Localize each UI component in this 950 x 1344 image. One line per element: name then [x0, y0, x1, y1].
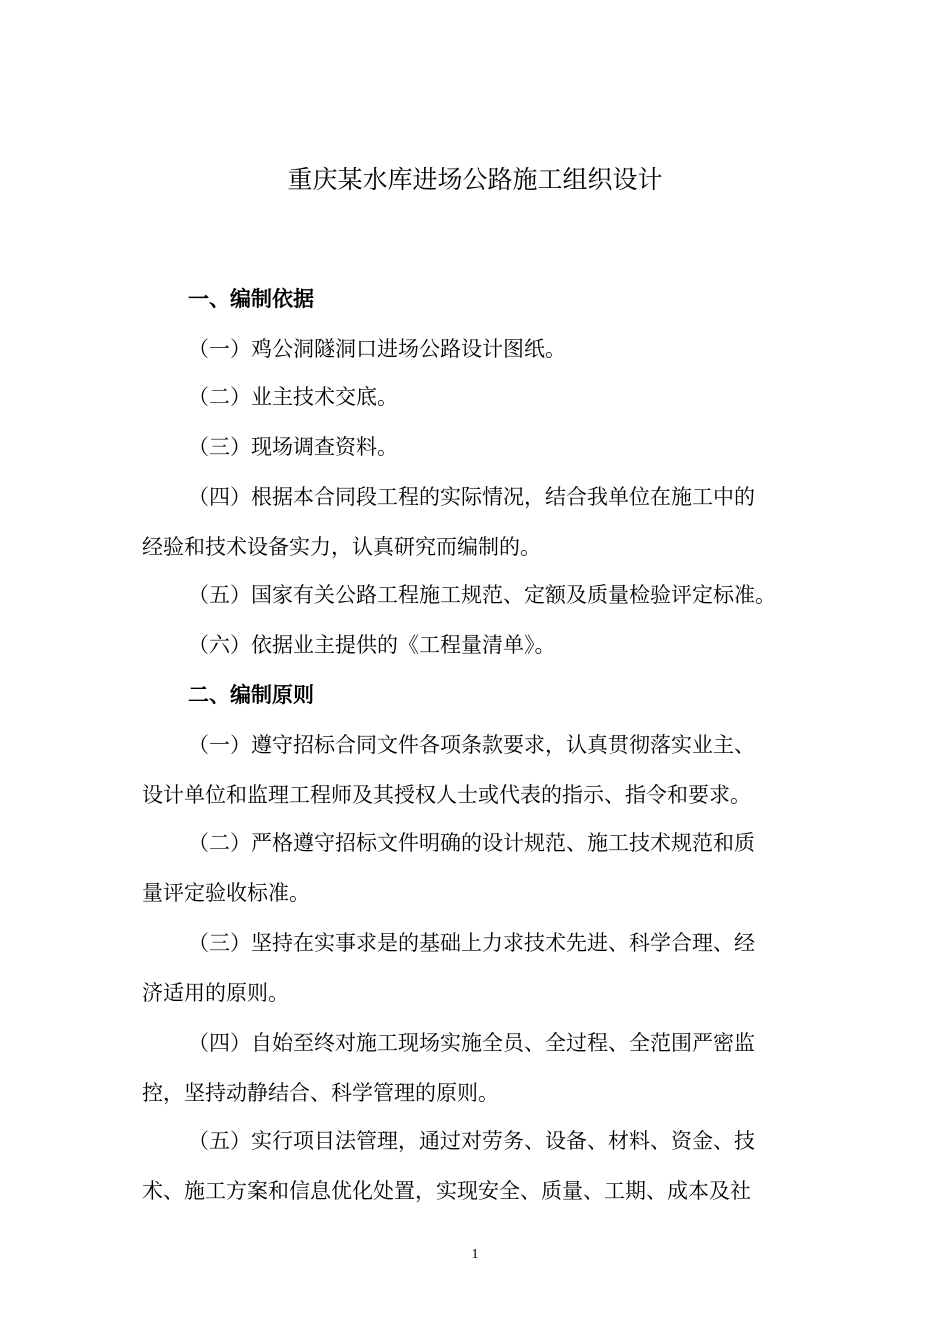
paragraph-line: 量评定验收标准。	[142, 881, 310, 905]
paragraph-line: （四）自始至终对施工现场实施全员、全过程、全范围严密监	[188, 1031, 755, 1055]
paragraph-line: 经验和技术设备实力，认真研究而编制的。	[142, 535, 541, 559]
paragraph-line: （五）国家有关公路工程施工规范、定额及质量检验评定标准。	[188, 583, 776, 607]
paragraph-line: （二）严格遵守招标文件明确的设计规范、施工技术规范和质	[188, 831, 755, 855]
paragraph-line: 控，坚持动静结合、科学管理的原则。	[142, 1081, 499, 1105]
section-heading-principles: 二、编制原则	[188, 683, 314, 707]
document-title: 重庆某水库进场公路施工组织设计	[287, 165, 663, 194]
paragraph-line: （五）实行项目法管理，通过对劳务、设备、材料、资金、技	[188, 1129, 755, 1153]
paragraph-line: （四）根据本合同段工程的实际情况，结合我单位在施工中的	[188, 485, 755, 509]
paragraph-line: （一）遵守招标合同文件各项条款要求，认真贯彻落实业主、	[188, 733, 755, 757]
paragraph-line: 术、施工方案和信息优化处置，实现安全、质量、工期、成本及社	[142, 1179, 751, 1203]
page-number: 1	[471, 1247, 479, 1262]
paragraph-line: （二）业主技术交底。	[188, 385, 398, 409]
paragraph-line: 济适用的原则。	[142, 981, 289, 1005]
paragraph-line: （三）坚持在实事求是的基础上力求技术先进、科学合理、经	[188, 931, 755, 955]
paragraph-line: 设计单位和监理工程师及其授权人士或代表的指示、指令和要求。	[142, 783, 751, 807]
paragraph-line: （一）鸡公洞隧洞口进场公路设计图纸。	[188, 337, 566, 361]
paragraph-line: （三）现场调查资料。	[188, 435, 398, 459]
section-heading-basis: 一、编制依据	[188, 287, 314, 311]
paragraph-line: （六）依据业主提供的《工程量清单》。	[188, 633, 556, 657]
